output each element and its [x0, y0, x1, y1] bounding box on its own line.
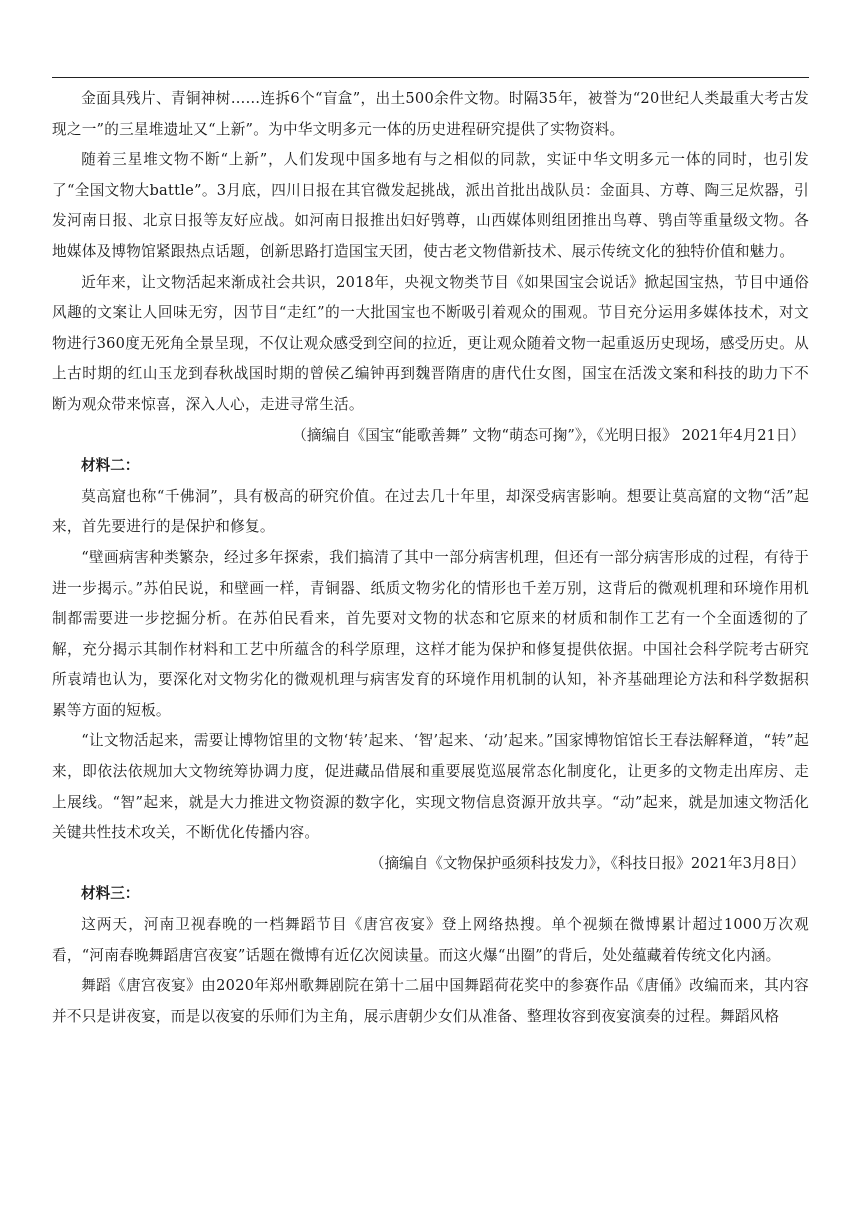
- header-rule: [52, 77, 809, 78]
- source-citation: （摘编自《国宝“能歌善舞” 文物“萌态可掬”》，《光明日报》 2021年4月21日）: [292, 426, 805, 444]
- article-body: [52, 84, 809, 1032]
- paragraph: “让文物活起来，需要让博物馆里的文物‘转’起来、‘智’起来、‘动’起来。”国家博物馆馆长王春法解释道，“转”起来，即依法依规加大文物统筹协调力度，促进藏品借展和重要展览巡展常态化制度化，让更多的文物走出库房、走上展线。“智”起来，就是大力推进文物资源的数字化，实现文物信息资源开放共享。“动”起来，就是加速文物活化关键共性技术攻关，不断优化传播内容。: [52, 732, 809, 842]
- paragraph: 舞蹈《唐宫夜宴》由2020年郑州歌舞剧院在第十二届中国舞蹈荷花奖中的参赛作品《唐俑》改编而来，其内容并不只是讲夜宴，而是以夜宴的乐师们为主角，展示唐朝少女们从准备、整理妆容到夜宴演奏的过程。舞蹈风格: [52, 977, 809, 1025]
- source-citation: （摘编自《文物保护亟须科技发力》，《科技日报》2021年3月8日）: [369, 854, 805, 872]
- material-3-heading: 材料三：: [81, 885, 140, 903]
- paragraph: 金面具残片、青铜神树……连拆6个“盲盒”，出土500余件文物。时隔35年，被誉为“20世纪人类最重大考古发现之一”的三星堆遗址又“上新”。为中华文明多元一体的历史进程研究提供了实物资料。: [52, 90, 809, 138]
- paragraph: 这两天，河南卫视春晚的一档舞蹈节目《唐宫夜宴》登上网络热搜。单个视频在微博累计超过1000万次观看，“河南春晚舞蹈唐宫夜宴”话题在微博有近亿次阅读量。而这火爆“出圈”的背后，处处蕴藏着传统文化内涵。: [52, 916, 809, 964]
- material-2-heading: 材料二：: [81, 457, 140, 475]
- paragraph: 近年来，让文物活起来渐成社会共识，2018年，央视文物类节目《如果国宝会说话》掀起国宝热，节目中通俗风趣的文案让人回味无穷，因节目“走红”的一大批国宝也不断吸引着观众的围观。节目充分运用多媒体技术，对文物进行360度无死角全景呈现，不仅让观众感受到空间的拉近，更让观众随着文物一起重返历史现场，感受历史。从上古时期的红山玉龙到春秋战国时期的曾侯乙编钟再到魏晋隋唐的唐代仕女图，国宝在活泼文案和科技的助力下不断为观众带来惊喜，深入人心，走进寻常生活。: [52, 273, 809, 413]
- paragraph: 随着三星堆文物不断“上新”，人们发现中国多地有与之相似的同款，实证中华文明多元一体的同时，也引发了“全国文物大battle”。3月底，四川日报在其官微发起挑战，派出首批出战队员：金面具、方尊、陶三足炊器，引发河南日报、北京日报等友好应战。如河南日报推出妇好鸮尊，山西媒体则组团推出鸟尊、鸮卣等重量级文物。各地媒体及博物馆紧跟热点话题，创新思路打造国宝天团，使古老文物借新技术、展示传统文化的独特价值和魅力。: [52, 151, 809, 260]
- paragraph: 莫高窟也称“千佛洞”，具有极高的研究价值。在过去几十年里，却深受病害影响。想要让莫高窟的文物“活”起来，首先要进行的是保护和修复。: [52, 487, 809, 536]
- paragraph: “壁画病害种类繁杂，经过多年探索，我们搞清了其中一部分病害机理，但还有一部分病害形成的过程，有待于进一步揭示。”苏伯民说，和壁画一样，青铜器、纸质文物劣化的情形也千差万别，这背后的微观机理和环境作用机制都需要进一步挖掘分析。在苏伯民看来，首先要对文物的状态和它原来的材质和制作工艺有一个全面透彻的了解，充分揭示其制作材料和工艺中所蕴含的科学原理，这样才能为保护和修复提供依据。中国社会科学院考古研究所袁靖也认为，要深化对文物劣化的微观机理与病害发育的环境作用机制的认知，补齐基础理论方法和科学数据积累等方面的短板。: [52, 548, 809, 719]
